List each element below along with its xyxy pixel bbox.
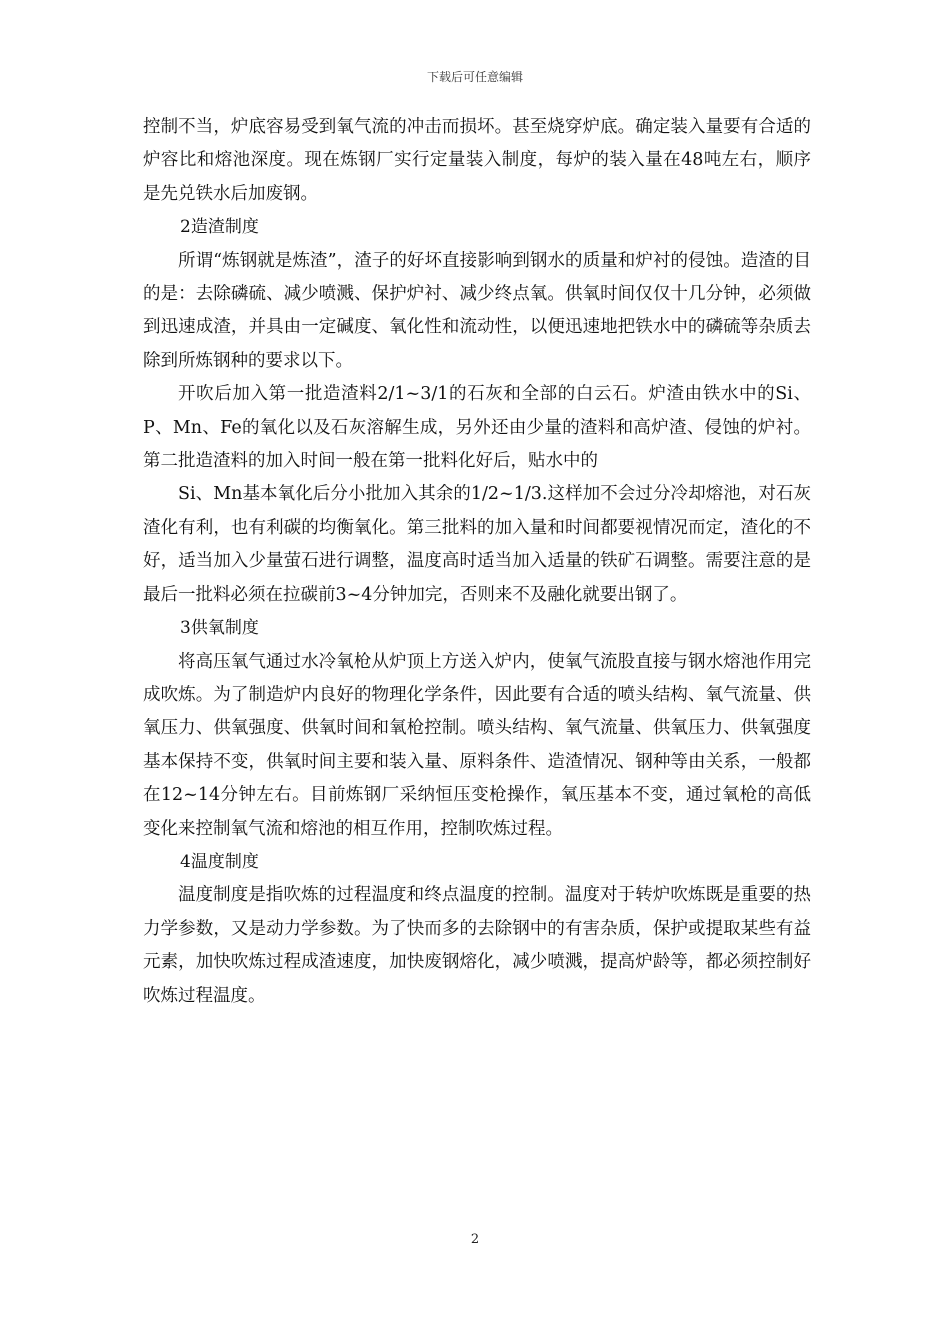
page-number: 2 [470, 1232, 480, 1247]
paragraph-temperature: 温度制度是指吹炼的过程温度和终点温度的控制。温度对于转炉吹炼既是重要的热力学参数，又是动力学参数。为了快而多的去除钢中的有害杂质，保护或提取某些有益元素，加快吹炼过程成渣速度，加快废钢熔化，减少喷溅，提高炉龄等，都必须控制好吹炼过程温度。 [143, 885, 811, 1006]
document-body [143, 111, 811, 1013]
paragraph-oxygen-supply: 将高压氧气通过水冷氧枪从炉顶上方送入炉内，使氧气流股直接与钢水熔池作用完成吹炼。为了制造炉内良好的物理化学条件，因此要有合适的喷头结构、氧气流量、供氧压力、供氧强度、供氧时间和氧枪控制。喷头结构、氧气流量、供氧压力、供氧强度基本保持不变，供氧时间主要和装入量、原料条件、造渣情况、钢种等由关系，一般都在12~14分钟左右。目前炼钢厂采纳恒压变枪操作，氧压基本不变，通过氧枪的高低变化来控制氧气流和熔池的相互作用，控制吹炼过程。 [143, 651, 811, 839]
paragraph-slagging-purpose: 所谓“炼钢就是炼渣”，渣子的好坏直接影响到钢水的质量和炉衬的侵蚀。造渣的目的是：去除磷硫、减少喷溅、保护炉衬、减少终点氧。供氧时间仅仅十几分钟，必须做到迅速成渣，并具由一定碱度、氧化性和流动性，以便迅速地把铁水中的磷硫等杂质去除到所炼钢种的要求以下。 [143, 250, 811, 371]
section-heading-temperature: 4温度制度 [180, 851, 259, 872]
paragraph-second-third-batch: Si、Mn基本氧化后分小批加入其余的1/2~1/3.这样加不会过分冷却熔池，对石灰渣化有利，也有利碳的均衡氧化。第三批料的加入量和时间都要视情况而定，渣化的不好，适当加入少量萤石进行调整，温度高时适当加入适量的铁矿石调整。需要注意的是最后一批料必须在拉碳前3~4分钟加完，否则来不及融化就要出钢了。 [143, 484, 811, 605]
page-header: 下载后可任意编辑 [426, 70, 523, 84]
paragraph-first-batch: 开吹后加入第一批造渣料2/1~3/1的石灰和全部的白云石。炉渣由铁水中的Si、P、Mn、Fe的氧化以及石灰溶解生成，另外还由少量的渣料和高炉渣、侵蚀的炉衬。第二批造渣料的加入时间一般在第一批料化好后，贴水中的 [143, 384, 811, 472]
paragraph-charging-end: 控制不当，炉底容易受到氧气流的冲击而损坏。甚至烧穿炉底。确定装入量要有合适的炉容比和熔池深度。现在炼钢厂实行定量装入制度，每炉的装入量在48吨左右，顺序是先兑铁水后加废钢。 [143, 117, 811, 204]
section-heading-oxygen-supply: 3供氧制度 [180, 618, 259, 639]
section-heading-slagging: 2造渣制度 [180, 217, 259, 238]
